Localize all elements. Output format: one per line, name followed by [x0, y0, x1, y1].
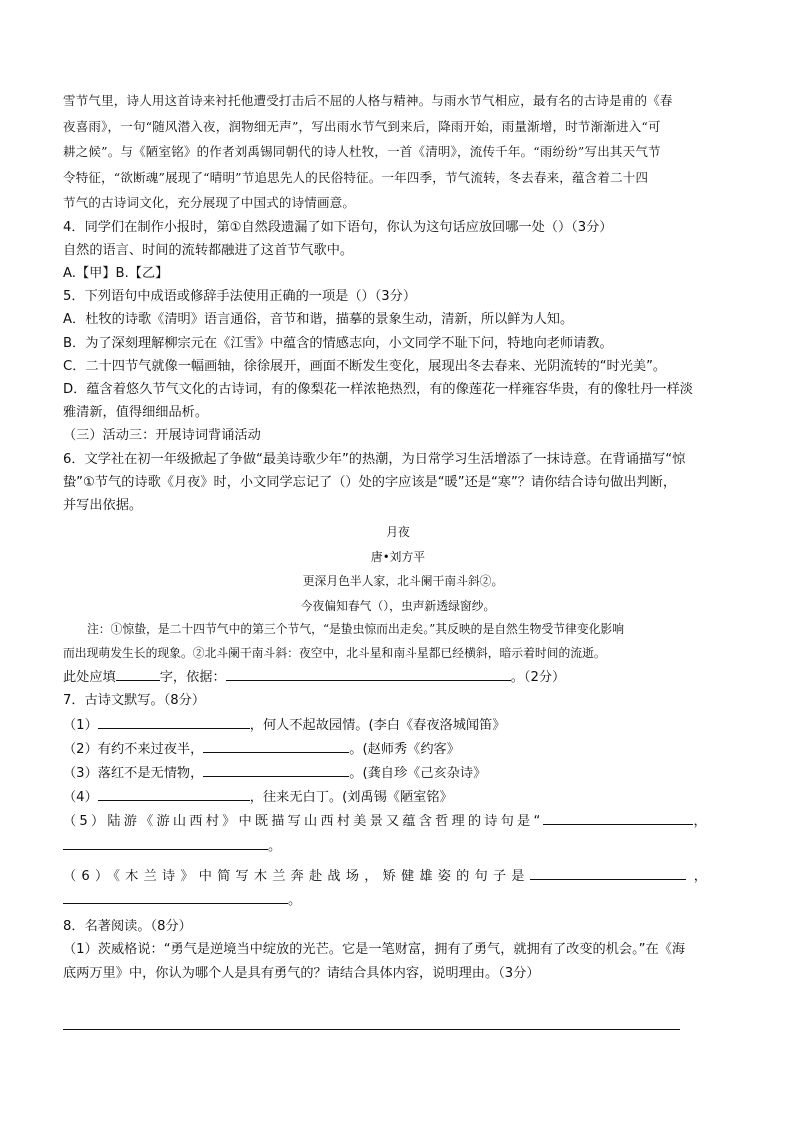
q7-item-1 [63, 713, 733, 737]
exam-page [63, 88, 733, 985]
q7-item-6-cont [63, 888, 733, 912]
item-punct: ， [693, 868, 707, 884]
note-line: 而出现萌发生长的现象。②北斗阑干南斗斜：夜空中，北斗星和南斗星都已经横斜，暗示着时间的流逝。 [63, 645, 606, 660]
q7-item-5-cont [63, 834, 733, 858]
q7-item-6 [63, 864, 733, 888]
question-6 [63, 448, 733, 518]
question-7 [63, 689, 733, 912]
note-line: 注：①惊蛰，是二十四节气中的第三个节气，“是蛰虫惊而出走矣。”其反映的是自然生物受节律变化影响 [87, 622, 625, 637]
q7-item-5 [63, 809, 733, 833]
answer-blank[interactable] [543, 809, 693, 825]
answer-blank-char[interactable] [116, 665, 160, 681]
item-number: （4） [63, 790, 98, 806]
answer-blank[interactable] [203, 761, 349, 777]
fill-prefix: 此处应填 [63, 670, 116, 686]
poem-block [63, 520, 733, 618]
answer-blank[interactable] [98, 713, 250, 729]
answer-line[interactable] [63, 1029, 680, 1030]
item-text: （6）《木兰诗》中简写木兰奔赴战场，矫健雄姿的句子是 [63, 868, 530, 884]
q5-option-a: A．杜牧的诗歌《清明》语言通俗，音节和谐，描摹的景象生动，清新，所以鲜为人知。 [63, 312, 574, 328]
q6-answer-line [63, 665, 733, 689]
fill-mid: 字，依据： [159, 670, 226, 686]
q7-title: 7．古诗文默写。（8分） [63, 693, 206, 709]
item-text: （5）陆游《游山西村》中既描写山西村美景又蕴含哲理的诗句是“ [63, 814, 544, 830]
answer-blank-reason[interactable] [226, 665, 511, 681]
answer-blank[interactable] [203, 737, 349, 753]
intro-line: 夜喜雨》，一句“随风潜入夜，润物细无声”，写出雨水节气到来后，降雨开始，雨量渐增，时节渐渐进入“可 [63, 118, 661, 134]
question-5 [63, 285, 733, 424]
item-source: 。(龚自珍《己亥杂诗》 [349, 765, 487, 781]
item-text: ，往来无白丁。(刘禹锡《陋室铭》 [249, 790, 453, 806]
q4-options: A.【甲】B.【乙】 [63, 265, 169, 281]
q4-stem: 4．同学们在制作小报时，第①自然段遗漏了如下语句，你认为这句话应放回哪一处（）（3分） [63, 219, 613, 235]
q5-option-c: C．二十四节气就像一幅画轴，徐徐展开，画面不断发生变化，展现出冬去春来、光阴流转的“时光美”。 [63, 358, 667, 374]
intro-paragraph [63, 88, 733, 216]
q4-sentence: 自然的语言、时间的流转都融进了这首节气歌中。 [63, 242, 354, 258]
activity-3-heading: （三）活动三：开展诗词背诵活动 [63, 428, 261, 444]
poem-line-1: 更深月色半人家，北斗阑干南斗斜②。 [302, 574, 504, 589]
answer-blank[interactable] [98, 785, 250, 801]
intro-line: 雪节气里，诗人用这首诗来衬托他遭受打击后不屈的人格与精神。与雨水节气相应，最有名的古诗是甫的《春 [63, 93, 673, 108]
q7-item-3 [63, 761, 733, 785]
q6-line: 并写出依据。 [63, 497, 143, 513]
intro-line: 耕之候”。与《陋室铭》的作者刘禹锡同朝代的诗人杜牧，一首《清明》，流传千年。“雨纷纷”写出其天气节 [63, 144, 661, 159]
poem-author: 唐•刘方平 [370, 549, 426, 564]
q8-part-1-cont: 底两万里》中，你认为哪个人是具有勇气的？请结合具体内容，说明理由。（3分） [63, 965, 540, 981]
q5-stem: 5．下列语句中成语或修辞手法使用正确的一项是（）（3分） [63, 289, 417, 305]
intro-line: 令特征，“欲断魂”展现了“晴明”节追思先人的民俗特征。一年四季，节气流转，冬去春来，蕴含着二十四 [63, 169, 649, 185]
answer-blank[interactable] [63, 834, 268, 850]
answer-blank[interactable] [63, 888, 288, 904]
item-text: ，何人不起故园情。(李白《春夜洛城闻笛》 [249, 717, 506, 733]
poem-title: 月夜 [386, 525, 410, 540]
q5-option-d: D．蕴含着悠久节气文化的古诗词，有的像梨花一样浓艳热烈，有的像莲花一样雍容华贵，有的像牡丹一样淡 [63, 381, 693, 397]
item-punct: ， [693, 814, 707, 830]
item-source: 。(赵师秀《约客》 [349, 741, 460, 757]
q8-part-1: （1）茨威格说：“勇气是逆境当中绽放的光芒。它是一笔财富，拥有了勇气，就拥有了改变的机会。”在《海 [63, 942, 686, 958]
q5-option-b: B．为了深刻理解柳宗元在《江雪》中蕴含的情感志向，小文同学不耻下问，特地向老师请教。 [63, 335, 613, 351]
fill-suffix: 。（2分） [510, 670, 566, 686]
poem-line: 今夜偏知春气（），虫声新透绿窗纱。 [300, 598, 496, 613]
q7-item-4 [63, 785, 733, 809]
item-text: （2）有约不来过夜半， [63, 741, 204, 757]
item-punct: 。 [288, 892, 302, 908]
item-text: （3）落红不是无情物， [63, 765, 204, 781]
q7-item-2 [63, 737, 733, 761]
item-number: （1） [63, 717, 98, 733]
answer-blank[interactable] [530, 864, 686, 880]
question-4 [63, 216, 733, 286]
q6-line: 6．文学社在初一年级掀起了争做“最美诗歌少年”的热潮，为日常学习生活增添了一抹诗意。在背诵描写“惊 [63, 451, 686, 467]
question-8 [63, 915, 733, 985]
q8-title: 8．名著阅读。（8分） [63, 919, 192, 935]
q5-option-d-cont: 雅清新，值得细细品析。 [63, 405, 209, 421]
poem-notes [63, 618, 733, 665]
item-punct: 。 [268, 838, 282, 854]
q6-line: 蛰”①节气的诗歌《月夜》时，小文同学忘记了（）处的字应该是“暖”还是“寒”？请你结合诗句做出判断， [63, 474, 677, 490]
intro-line: 节气的古诗词文化，充分展现了中国式的诗情画意。 [63, 195, 356, 210]
poem-line [63, 569, 733, 594]
